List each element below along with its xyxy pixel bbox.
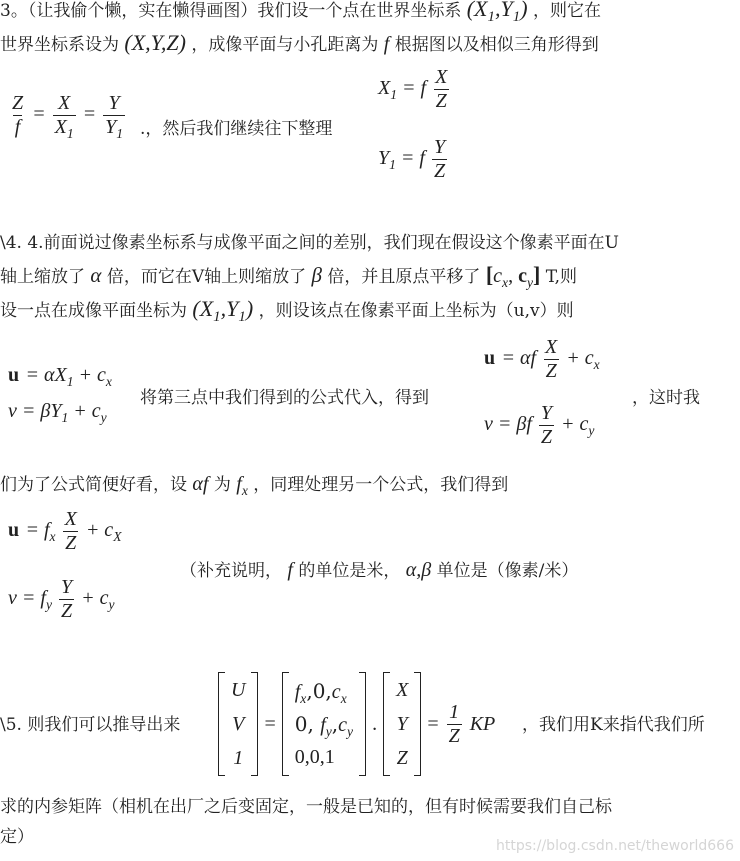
uv1-vector: U V 1 <box>231 679 246 769</box>
math-image-point: $(X_1,Y_1)$ <box>192 296 254 326</box>
p4-right-text: ，这时我 <box>632 388 700 408</box>
p4-line2-d: T,则 <box>545 267 577 287</box>
p4-line3 <box>0 296 574 326</box>
math-x1-eq: $X_1 = f$ $\frac{X}{Z}$ <box>378 66 448 112</box>
math-v-eq-1: $v = \beta Y_1 + c_y$ <box>8 400 107 425</box>
p5-suffix: ，我们用K来指代我们所 <box>522 715 705 735</box>
p4-note-b: 的单位是米， <box>298 561 401 581</box>
p4-line3-b: ，则设该点在像素平面上坐标为（u,v）则 <box>258 301 574 321</box>
p4-line2 <box>0 262 577 288</box>
p3-line1-prefix: 3。（让我偷个懒，实在懒得画图）我们设一个点在世界坐标系 <box>0 1 462 21</box>
math-world-xyz: (X,Y,Z) <box>124 30 186 55</box>
math-alpha: α <box>90 263 102 287</box>
intrinsic-matrix: $f_x,0,c_x$ 0, $f_y,c_y$ 0,0,1 <box>294 679 354 768</box>
p3-line1-suffix: ，则它在 <box>532 1 601 21</box>
math-u-eq-3: $u = f_x$ $\frac{X}{Z}$ + $c_X$ <box>8 508 122 554</box>
p4-line5-c: ，同理处理另一个公式，我们得到 <box>253 475 509 495</box>
p4-note-a: （补充说明， <box>180 561 282 581</box>
math-world-point: $(X_1,Y_1)$ <box>466 0 528 26</box>
p3-line1 <box>0 0 601 26</box>
p4-line3-a: 设一点在成像平面坐标为 <box>0 301 187 321</box>
math-similar-triangles: $\frac{Z}{f}$ = $\frac{X}{X_1}$ = $\frac{Y}{Y_1}$ <box>12 92 124 141</box>
math-v-eq-3: $v = f_y$ $\frac{Y}{Z}$ + $c_y$ <box>8 576 115 622</box>
p4-line5-b: 为 <box>213 475 231 495</box>
p4-line2-c: 倍，并且原点平移了 <box>327 267 481 287</box>
math-u-eq-1: $u = \alpha X_1 + c_x$ <box>8 364 112 389</box>
math-alpha-f: αf <box>192 473 209 495</box>
math-f-unit: f <box>287 559 293 581</box>
math-beta: β <box>311 263 322 287</box>
p4-line2-a: 轴上缩放了 <box>0 267 85 287</box>
p3-line2-suffix: ，成像平面与小孔距离为 <box>191 35 379 55</box>
p4-note <box>180 556 578 582</box>
p3-line2-end: 根据图以及相似三角形得到 <box>394 35 599 55</box>
math-y1-eq: $Y_1 = f$ $\frac{Y}{Z}$ <box>378 136 446 182</box>
math-offset-vector: [$c_x$, $c_y$] <box>485 262 541 290</box>
p4-line5 <box>0 470 508 496</box>
p4-line5-a: 们为了公式简便好看，设 <box>0 475 187 495</box>
p5-prefix: \5. 则我们可以推导出来 <box>0 715 181 735</box>
p3-line2-prefix: 世界坐标系设为 <box>0 35 119 55</box>
math-f: f <box>383 33 390 55</box>
math-projection-matrix: U V 1 = $f_x,0,c_x$ 0, $f_y,c_y$ 0,0,1 . X Y Z = $\frac{1}{Z}$ KP <box>218 672 495 776</box>
math-v-eq-2: v = βf $\frac{Y}{Z}$ + $c_y$ <box>484 402 595 448</box>
p5-line3: 定） <box>0 827 34 847</box>
p4-line2-b: 倍，而它在V轴上则缩放了 <box>106 267 307 287</box>
math-fx: $f_x$ <box>236 473 248 498</box>
math-alpha-beta: α,β <box>405 559 432 581</box>
math-u-eq-2: u = αf $\frac{X}{Z}$ + $c_x$ <box>484 336 600 382</box>
p4-mid-text: 将第三点中我们得到的公式代入，得到 <box>140 388 429 408</box>
p3-line2 <box>0 30 599 56</box>
p5-line2: 求的内参矩阵（相机在出厂之后变固定，一般是已知的，但有时候需要我们自己标 <box>0 797 612 817</box>
watermark: https://blog.csdn.net/theworld666 <box>496 838 734 854</box>
xyz-vector: X Y Z <box>396 679 409 769</box>
p4-note-c: 单位是（像素/米） <box>436 561 579 581</box>
p4-line1: \4. 4.前面说过像素坐标系与成像平面之间的差别，我们现在假设这个像素平面在U <box>0 233 619 253</box>
p3-then-text: .，然后我们继续往下整理 <box>140 119 333 139</box>
